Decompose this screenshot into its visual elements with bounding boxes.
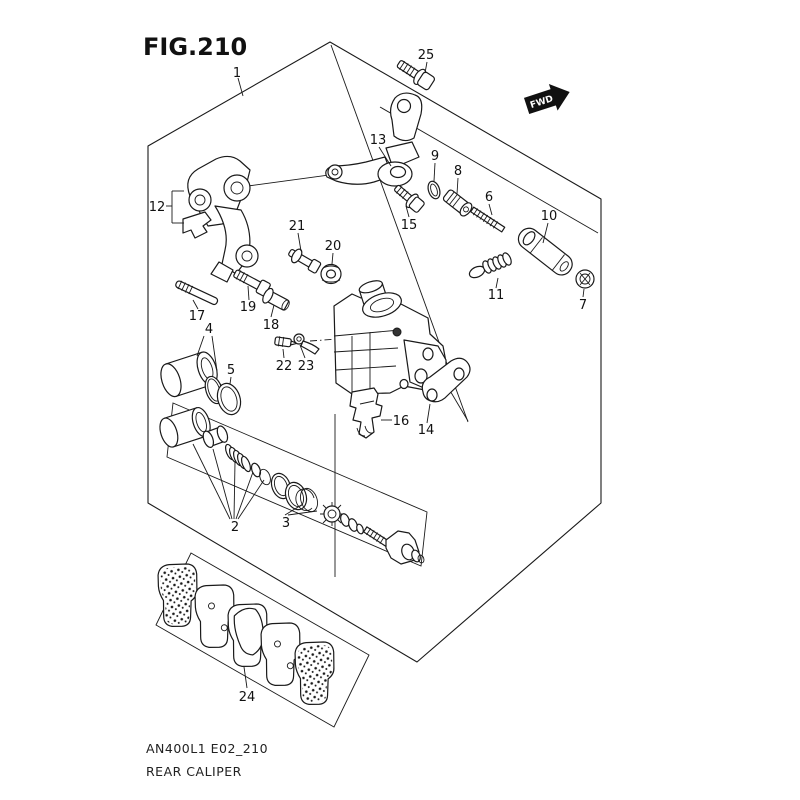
part-20-boot (321, 265, 341, 284)
part-label-24: 24 (238, 690, 256, 705)
figure-doc-code: AN400L1 E02_210 (146, 741, 269, 756)
part-label-13: 13 (369, 133, 387, 148)
part-12-bracket (183, 156, 258, 282)
part-label-23: 23 (297, 359, 315, 374)
part-17-pin (174, 279, 219, 306)
part-label-9: 9 (430, 149, 440, 164)
part-label-11: 11 (487, 288, 505, 303)
part-label-25: 25 (417, 48, 435, 63)
part-11-spring (468, 252, 513, 280)
fwd-arrow-label: FWD (529, 94, 555, 111)
part-label-14: 14 (417, 423, 435, 438)
part-6-threaded-rod (470, 206, 505, 233)
part-24-brake-pad-set (153, 559, 344, 707)
part-16-pad-spring (350, 388, 382, 438)
part-label-20: 20 (324, 239, 342, 254)
part-label-6: 6 (484, 190, 494, 205)
part-label-12: 12 (148, 200, 166, 215)
figure-title: FIG.210 (143, 33, 248, 61)
part-label-16: 16 (392, 414, 410, 429)
part-label-3: 3 (281, 516, 291, 531)
part-label-8: 8 (453, 164, 463, 179)
part-label-22: 22 (275, 359, 293, 374)
part-label-19: 19 (239, 300, 257, 315)
part-label-7: 7 (578, 298, 588, 313)
part-2-piston-assembly (157, 405, 311, 512)
part-label-10: 10 (540, 209, 558, 224)
part-label-15: 15 (400, 218, 418, 233)
part-label-18: 18 (262, 318, 280, 333)
part-label-17: 17 (188, 309, 206, 324)
part-21-bolt (286, 245, 322, 274)
caliper-body (334, 278, 446, 394)
part-label-21: 21 (288, 219, 306, 234)
part-label-2: 2 (230, 520, 240, 535)
part-label-5: 5 (226, 363, 236, 378)
part-7-nut (576, 270, 594, 288)
fwd-arrow (523, 80, 573, 118)
part-9-o-ring (426, 180, 442, 201)
part-label-1: 1 (232, 66, 242, 81)
part-8-adjuster (442, 188, 474, 218)
part-label-4: 4 (204, 322, 214, 337)
part-23-link (294, 334, 319, 354)
figure-caption: REAR CALIPER (146, 764, 242, 779)
part-2-adjuster-shaft (320, 502, 425, 564)
